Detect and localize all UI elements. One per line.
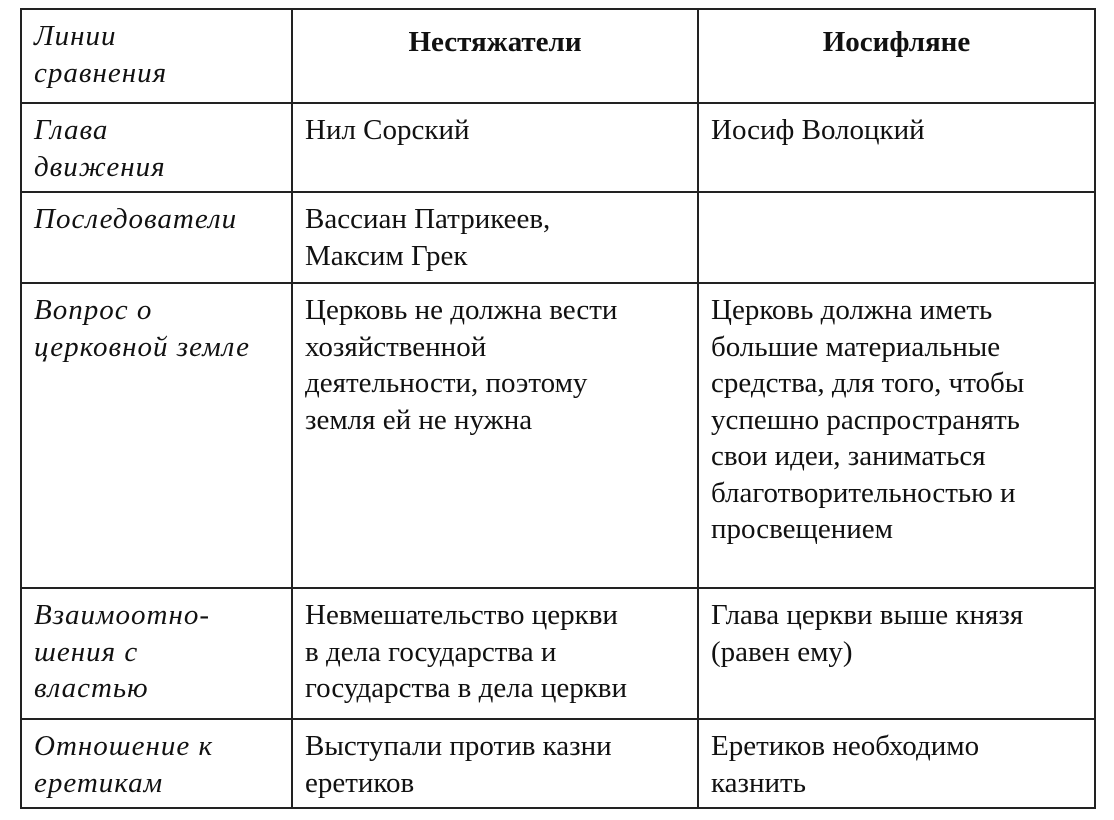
comparison-table: [20, 8, 1096, 809]
cell-nestyazhateli: Выступали против казни еретиков: [292, 719, 698, 808]
row-label: Отношение к еретикам: [21, 719, 292, 808]
table-row: [21, 103, 1095, 192]
cell-nestyazhateli: Нил Сорский: [292, 103, 698, 192]
cell-nestyazhateli: Вассиан Патрикеев, Максим Грек: [292, 192, 698, 283]
header-nestyazhateli: Нестяжатели: [292, 9, 698, 103]
table-row: [21, 192, 1095, 283]
table-row: [21, 588, 1095, 719]
table-header-row: [21, 9, 1095, 103]
cell-nestyazhateli: Церковь не должна вести хозяйственной деятельности, поэтому земля ей не нужна: [292, 283, 698, 588]
row-label: Глава движения: [21, 103, 292, 192]
table-row: [21, 283, 1095, 588]
row-label: Взаимоотно- шения с властью: [21, 588, 292, 719]
cell-iosiflyane: Церковь должна иметь большие материальные средства, для того, чтобы успешно распространять свои идеи, заниматься благотворительностью и просвещением: [698, 283, 1095, 588]
cell-iosiflyane: Иосиф Волоцкий: [698, 103, 1095, 192]
cell-iosiflyane: [698, 192, 1095, 283]
cell-iosiflyane: Глава церкви выше князя (равен ему): [698, 588, 1095, 719]
row-label: Последователи: [21, 192, 292, 283]
header-comparison-lines: Линии сравнения: [21, 9, 292, 103]
row-label: Вопрос о церковной земле: [21, 283, 292, 588]
header-iosiflyane: Иосифляне: [698, 9, 1095, 103]
cell-iosiflyane: Еретиков необходимо казнить: [698, 719, 1095, 808]
comparison-table-container: [20, 8, 1096, 809]
cell-nestyazhateli: Невмешательство церкви в дела государства и государства в дела церкви: [292, 588, 698, 719]
table-row: [21, 719, 1095, 808]
